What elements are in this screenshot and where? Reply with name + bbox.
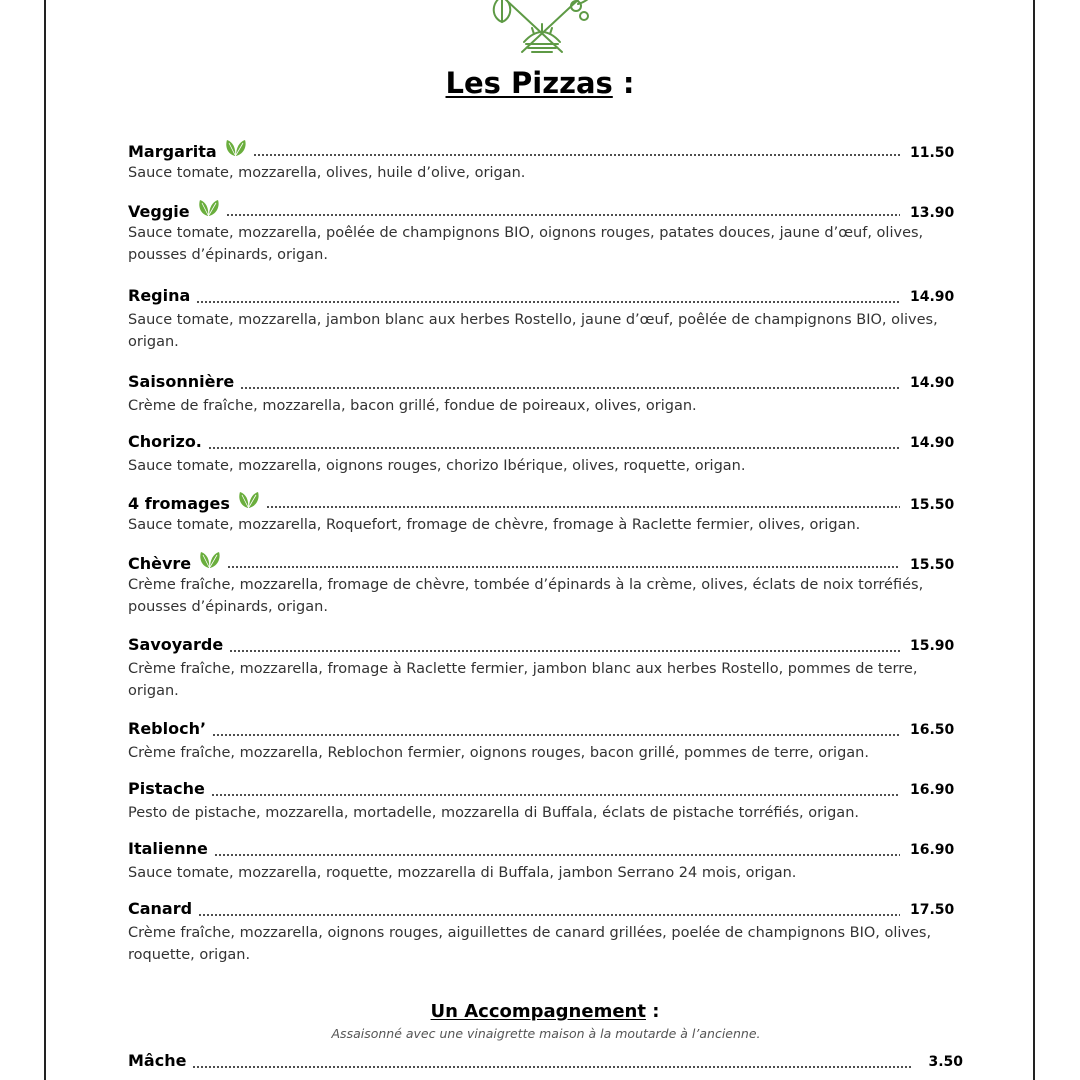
pizza-item bbox=[128, 839, 955, 884]
pizza-name: Regina bbox=[128, 286, 191, 305]
pizza-description: Crème fraîche, mozzarella, fromage à Raclette fermier, jambon blanc aux herbes Rostello, pommes de terre, origan. bbox=[128, 661, 918, 699]
pizza-name: Margarita bbox=[128, 142, 217, 161]
pizza-description: Sauce tomate, mozzarella, poêlée de champignons BIO, oignons rouges, patates douces, jaune d’œuf, olives, pousses d’épinards, origan. bbox=[128, 225, 924, 263]
dot-leader bbox=[212, 734, 900, 736]
pizza-description: Sauce tomate, mozzarella, Roquefort, fromage de chèvre, fromage à Raclette fermier, olives, origan. bbox=[128, 517, 861, 533]
pizza-description: Crème fraîche, mozzarella, Reblochon fermier, oignons rouges, bacon grillé, pommes de terre, origan. bbox=[128, 745, 869, 761]
page-title-text: Les Pizzas bbox=[445, 66, 613, 100]
pizza-item bbox=[128, 286, 955, 353]
pizza-description: Sauce tomate, mozzarella, olives, huile d’olive, origan. bbox=[128, 165, 526, 181]
pizza-name: Veggie bbox=[128, 202, 190, 221]
pizza-description: Pesto de pistache, mozzarella, mortadelle, mozzarella di Buffala, éclats de pistache torréfiés, origan. bbox=[128, 805, 859, 821]
dot-leader bbox=[240, 387, 900, 389]
herb-logo-icon bbox=[482, 0, 602, 56]
accompagnement-note: Assaisonné avec une vinaigrette maison à la moutarde à l’ancienne. bbox=[331, 1026, 761, 1041]
pizza-name: Chorizo. bbox=[128, 432, 202, 451]
accompagnement-title bbox=[0, 1001, 1080, 1022]
pizza-description: Sauce tomate, mozzarella, jambon blanc aux herbes Rostello, jaune d’œuf, poêlée de champignons BIO, olives, origan. bbox=[128, 312, 938, 350]
page-title bbox=[0, 66, 1080, 100]
accompagnement-title-text: Un Accompagnement bbox=[430, 1001, 646, 1022]
left-border bbox=[44, 0, 46, 1080]
pizza-item bbox=[128, 432, 955, 477]
side-dish-name: Mâche bbox=[128, 1051, 187, 1070]
vegetarian-leaf-icon bbox=[199, 551, 221, 569]
pizza-price: 15.50 bbox=[910, 557, 955, 573]
pizza-name: Rebloch’ bbox=[128, 719, 207, 738]
pizza-item bbox=[128, 635, 955, 702]
pizza-item bbox=[128, 719, 955, 764]
dot-leader bbox=[227, 566, 900, 568]
pizza-item bbox=[128, 779, 955, 824]
dot-leader bbox=[208, 447, 900, 449]
dot-leader bbox=[266, 506, 900, 508]
pizza-price: 14.90 bbox=[910, 289, 955, 305]
dot-leader bbox=[253, 154, 900, 156]
pizza-price: 14.90 bbox=[910, 435, 955, 451]
pizza-name: Canard bbox=[128, 899, 193, 918]
pizza-name: Pistache bbox=[128, 779, 205, 798]
pizza-price: 15.90 bbox=[910, 638, 955, 654]
pizza-price: 14.90 bbox=[910, 375, 955, 391]
dot-leader bbox=[192, 1066, 911, 1068]
pizza-price: 16.90 bbox=[910, 842, 955, 858]
vegetarian-leaf-icon bbox=[225, 139, 247, 157]
dot-leader bbox=[211, 794, 900, 796]
pizza-price: 13.90 bbox=[910, 205, 955, 221]
vegetarian-leaf-icon bbox=[238, 491, 260, 509]
dot-leader bbox=[196, 301, 900, 303]
pizza-price: 16.50 bbox=[910, 722, 955, 738]
pizza-item bbox=[128, 139, 955, 184]
page-title-suffix: : bbox=[612, 66, 635, 100]
pizza-price: 17.50 bbox=[910, 902, 955, 918]
pizza-item bbox=[128, 372, 955, 417]
pizza-item bbox=[128, 199, 955, 266]
pizza-name: Savoyarde bbox=[128, 635, 224, 654]
accompagnement-title-suffix: : bbox=[645, 1001, 660, 1022]
vegetarian-leaf-icon bbox=[198, 199, 220, 217]
dot-leader bbox=[214, 854, 900, 856]
pizza-description: Crème fraîche, mozzarella, fromage de chèvre, tombée d’épinards à la crème, olives, éclats de noix torréfiés, pousses d’épinards, origan. bbox=[128, 577, 924, 615]
side-dish-row bbox=[128, 1051, 963, 1073]
dot-leader bbox=[198, 914, 900, 916]
pizza-description: Crème de fraîche, mozzarella, bacon grillé, fondue de poireaux, olives, origan. bbox=[128, 398, 697, 414]
pizza-name: Italienne bbox=[128, 839, 208, 858]
dot-leader bbox=[226, 214, 900, 216]
pizza-price: 16.90 bbox=[910, 782, 955, 798]
pizza-description: Crème fraîche, mozzarella, oignons rouges, aiguillettes de canard grillées, poelée de champignons BIO, olives, roquette, origan. bbox=[128, 925, 932, 963]
dot-leader bbox=[229, 650, 900, 652]
pizza-name: Chèvre bbox=[128, 554, 192, 573]
pizza-price: 11.50 bbox=[910, 145, 955, 161]
pizza-item bbox=[128, 899, 955, 966]
pizza-price: 15.50 bbox=[910, 497, 955, 513]
pizza-name: 4 fromages bbox=[128, 494, 230, 513]
side-dish-price: 3.50 bbox=[928, 1054, 963, 1070]
pizza-description: Sauce tomate, mozzarella, roquette, mozzarella di Buffala, jambon Serrano 24 mois, origan. bbox=[128, 865, 797, 881]
pizza-description: Sauce tomate, mozzarella, oignons rouges, chorizo Ibérique, olives, roquette, origan. bbox=[128, 458, 746, 474]
pizza-name: Saisonnière bbox=[128, 372, 235, 391]
pizza-item bbox=[128, 551, 955, 618]
pizza-item bbox=[128, 491, 955, 536]
right-border bbox=[1033, 0, 1035, 1080]
